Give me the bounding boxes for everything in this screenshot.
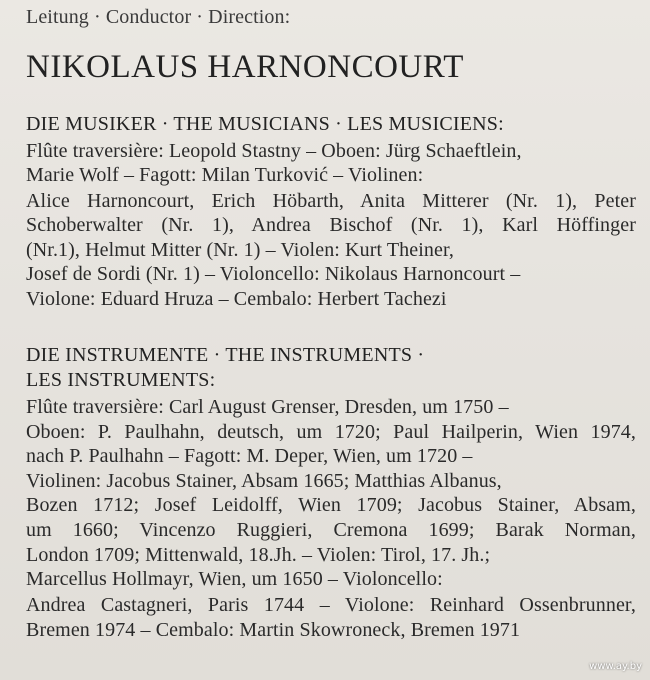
musicians-line: Violone: Eduard Hruza – Cembalo: Herbert Tachezi [26, 288, 447, 310]
musicians-line: (Nr.1), Helmut Mitter (Nr. 1) – Violen: Kurt Theiner, [26, 239, 455, 261]
instruments-line: Oboen: P. Paulhahn, deutsch, um 1720; Paul Hailperin, Wien 1974, [26, 421, 636, 443]
instruments-line: Andrea Castagneri, Paris 1744 – Violone: Reinhard Ossenbrunner, [26, 594, 636, 616]
musicians-line: Marie Wolf – Fagott: Milan Turković – Violinen: [26, 164, 424, 186]
instruments-line: Bremen 1974 – Cembalo: Martin Skowroneck, Bremen 1971 [26, 619, 521, 641]
instruments-line: London 1709; Mittenwald, 18.Jh. – Violen: Tirol, 17. Jh.; [26, 544, 491, 566]
instruments-line: Violinen: Jacobus Stainer, Absam 1665; Matthias Albanus, [26, 470, 502, 492]
instruments-line: um 1660; Vincenzo Ruggieri, Cremona 1699; Barak Norman, [26, 519, 636, 541]
conductor-role-line: Leitung · Conductor · Direction: [26, 6, 291, 28]
instruments-line: nach P. Paulhahn – Fagott: M. Deper, Wien, um 1720 – [26, 445, 473, 467]
musicians-line: Alice Harnoncourt, Erich Höbarth, Anita Mitterer (Nr. 1), Peter [26, 190, 636, 212]
instruments-section-title-continued: LES INSTRUMENTS: [26, 369, 216, 391]
musicians-line: Schoberwalter (Nr. 1), Andrea Bischof (Nr. 1), Karl Höffinger [26, 214, 636, 236]
musicians-section-title: DIE MUSIKER · THE MUSICIANS · LES MUSICIENS: [26, 113, 504, 135]
instruments-line: Bozen 1712; Josef Leidolff, Wien 1709; Jacobus Stainer, Absam, [26, 494, 636, 516]
musicians-line: Flûte traversière: Leopold Stastny – Oboen: Jürg Schaeftlein, [26, 140, 522, 162]
musicians-line: Josef de Sordi (Nr. 1) – Violoncello: Nikolaus Harnoncourt – [26, 263, 521, 285]
instruments-line: Marcellus Hollmayr, Wien, um 1650 – Violoncello: [26, 568, 443, 590]
watermark-text: www.ay.by [589, 661, 642, 672]
instruments-section-title: DIE INSTRUMENTE · THE INSTRUMENTS · [26, 344, 425, 366]
conductor-name: NIKOLAUS HARNONCOURT [26, 49, 464, 85]
instruments-line: Flûte traversière: Carl August Grenser, Dresden, um 1750 – [26, 396, 509, 418]
